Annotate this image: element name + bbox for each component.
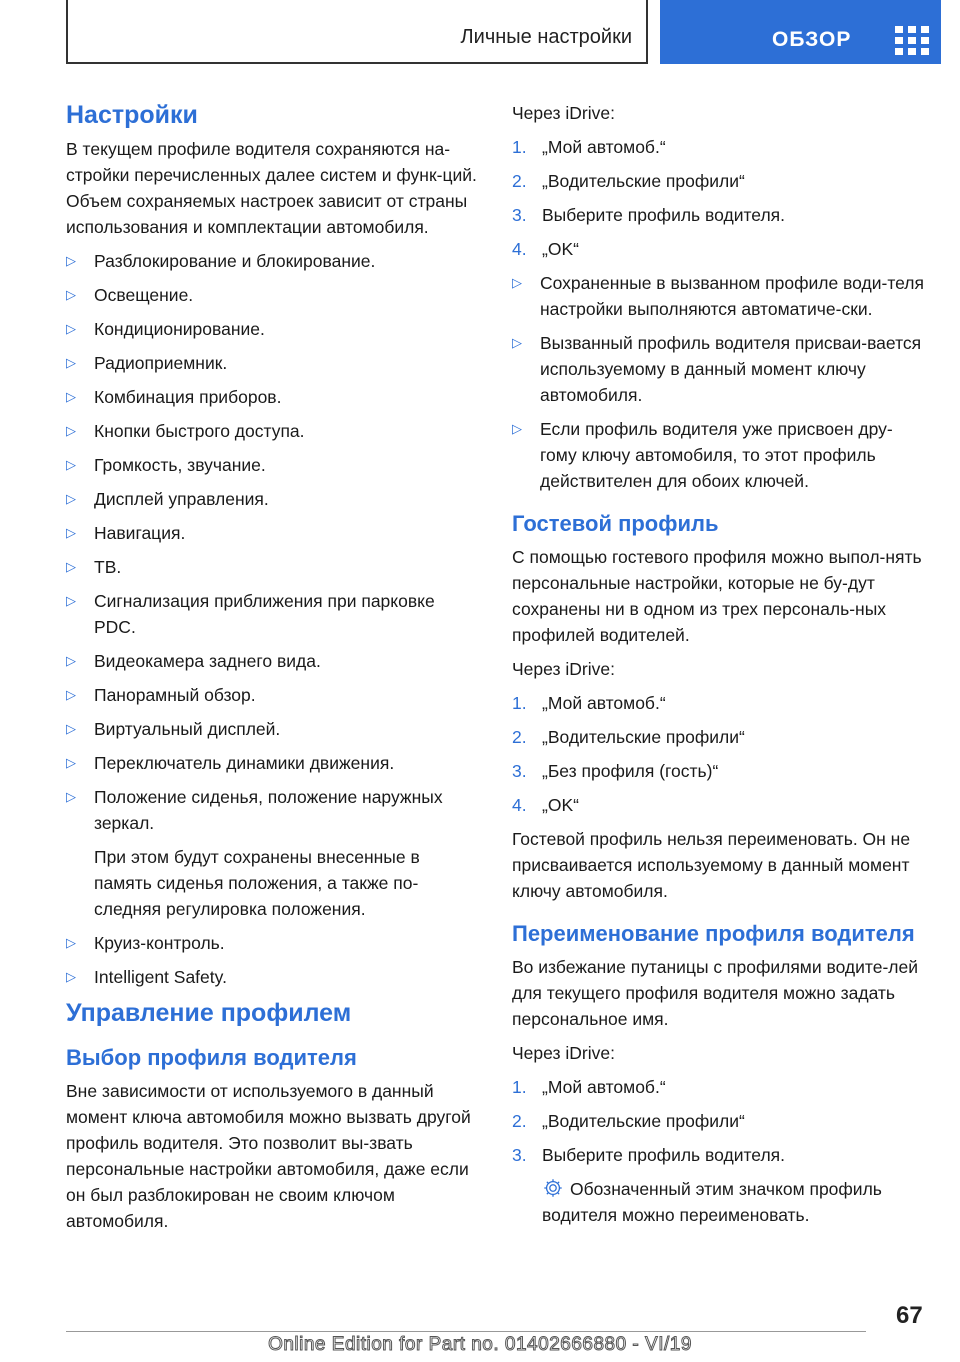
step-item: 3. Выберите профиль водителя.	[512, 205, 785, 225]
triangle-icon: ▷	[66, 559, 76, 574]
right-column	[512, 100, 927, 1228]
triangle-icon: ▷	[66, 969, 76, 984]
seat-note: При этом будут сохранены внесенные в память сиденья положения, а также по-следняя регулировка положения.	[94, 847, 420, 919]
overview-tab-label: ОБЗОР	[772, 28, 852, 51]
triangle-icon: ▷	[512, 335, 522, 350]
list-item: ▷ Комбинация приборов.	[66, 384, 480, 410]
via-idrive: Через iDrive:	[512, 1043, 615, 1063]
triangle-icon: ▷	[66, 755, 76, 770]
list-item: ▷ Сигнализация приближения при парковке PDC.	[66, 588, 480, 640]
rename-note: Обозначенный этим значком профиль водителя можно переименовать.	[542, 1179, 882, 1225]
step-item: 1. „Мой автомоб.“	[512, 137, 666, 157]
heading-select-profile: Выбор профиля водителя	[66, 1045, 357, 1070]
triangle-icon: ▷	[66, 525, 76, 540]
list-item: ▷ Переключатель динамики движения.	[66, 750, 480, 776]
triangle-icon: ▷	[66, 457, 76, 472]
grid-icon	[895, 26, 929, 56]
list-item: ▷ Круиз-контроль.	[66, 930, 480, 956]
triangle-icon: ▷	[66, 935, 76, 950]
via-idrive: Через iDrive:	[512, 659, 615, 679]
triangle-icon: ▷	[66, 789, 76, 804]
heading-rename-profile: Переименование профиля водителя	[512, 921, 915, 946]
step-item: 2. „Водительские профили“	[512, 727, 745, 747]
list-item: ▷ Разблокирование и блокирование.	[66, 248, 480, 274]
list-item: ▷ Видеокамера заднего вида.	[66, 648, 480, 674]
footer-edition: Online Edition for Part no. 01402666880 - VI/19	[268, 1334, 692, 1355]
step-item: 4. „OK“	[512, 239, 579, 259]
triangle-icon: ▷	[66, 389, 76, 404]
step-item: 4. „OK“	[512, 795, 579, 815]
triangle-icon: ▷	[66, 491, 76, 506]
select-paragraph: Вне зависимости от используемого в данный момент ключа автомобиля можно вызвать другой профиль водителя. Это позволит вы-звать персональные настройки автомобиля, даже если он был разблокирован не своим ключом автомобиля.	[66, 1081, 471, 1231]
heading-settings: Настройки	[66, 101, 198, 129]
triangle-icon: ▷	[66, 423, 76, 438]
list-item: ▷ Если профиль водителя уже присвоен дру-гому ключу автомобиля, то этот профиль действителен для обоих ключей.	[512, 416, 927, 494]
left-column	[66, 100, 480, 1242]
list-item: ▷ Кондиционирование.	[66, 316, 480, 342]
guest-paragraph-2: Гостевой профиль нельзя переименовать. Он не присваивается используемому в данный момент ключу автомобиля.	[512, 829, 911, 901]
rename-paragraph: Во избежание путаницы с профилями водите-лей для текущего профиля водителя можно задать персональное имя.	[512, 957, 919, 1029]
list-item: ▷ ТВ.	[66, 554, 480, 580]
heading-manage-profile: Управление профилем	[66, 999, 352, 1027]
triangle-icon: ▷	[66, 653, 76, 668]
step-item: 1. „Мой автомоб.“	[512, 693, 666, 713]
steps-guest	[512, 690, 927, 818]
step-item: 1. „Мой автомоб.“	[512, 1077, 666, 1097]
step-item: 3. Выберите профиль водителя.	[512, 1145, 785, 1165]
list-item: ▷ Радиоприемник.	[66, 350, 480, 376]
list-item: ▷ Кнопки быстрого доступа.	[66, 418, 480, 444]
heading-guest-profile: Гостевой профиль	[512, 511, 719, 536]
triangle-icon: ▷	[66, 721, 76, 736]
list-item: ▷ Виртуальный дисплей.	[66, 716, 480, 742]
header-title-box	[66, 0, 648, 64]
steps-rename	[512, 1074, 927, 1168]
select-notes	[512, 270, 927, 494]
triangle-icon: ▷	[512, 275, 522, 290]
via-idrive: Через iDrive:	[512, 103, 615, 123]
settings-paragraph: В текущем профиле водителя сохраняются на-стройки перечисленных далее систем и функ-ций. Объем сохраняемых настроек зависит от страны использования и комплектации автомобиля.	[66, 139, 477, 237]
list-item: ▷ Intelligent Safety.	[66, 964, 480, 990]
steps-select	[512, 134, 927, 262]
triangle-icon: ▷	[66, 593, 76, 608]
list-item: ▷ Сохраненные в вызванном профиле води-теля настройки выполняются автоматиче-ски.	[512, 270, 927, 322]
page-number: 67	[896, 1302, 923, 1329]
settings-list-2	[66, 930, 480, 990]
list-item: ▷ Освещение.	[66, 282, 480, 308]
footer-divider	[66, 1331, 866, 1332]
list-item: ▷ Громкость, звучание.	[66, 452, 480, 478]
triangle-icon: ▷	[66, 253, 76, 268]
list-item: ▷ Дисплей управления.	[66, 486, 480, 512]
triangle-icon: ▷	[66, 687, 76, 702]
list-item: ▷ Положение сиденья, положение наружных зеркал.	[66, 784, 480, 836]
list-item: ▷ Вызванный профиль водителя присваи-вается используемому в данный момент ключу автомобиля.	[512, 330, 927, 408]
step-item: 2. „Водительские профили“	[512, 1111, 745, 1131]
triangle-icon: ▷	[66, 355, 76, 370]
triangle-icon: ▷	[66, 287, 76, 302]
settings-list	[66, 248, 480, 836]
overview-tab[interactable]	[660, 0, 941, 64]
list-item: ▷ Навигация.	[66, 520, 480, 546]
header-title: Личные настройки	[460, 26, 632, 48]
triangle-icon: ▷	[66, 321, 76, 336]
step-item: 2. „Водительские профили“	[512, 171, 745, 191]
triangle-icon: ▷	[512, 421, 522, 436]
guest-paragraph: С помощью гостевого профиля можно выпол-нять персональные настройки, которые не бу-дут сохранены ни в одном из трех персональ-ных профилей водителей.	[512, 547, 922, 645]
list-item: ▷ Панорамный обзор.	[66, 682, 480, 708]
step-item: 3. „Без профиля (гость)“	[512, 761, 719, 781]
gear-icon	[542, 1177, 564, 1199]
